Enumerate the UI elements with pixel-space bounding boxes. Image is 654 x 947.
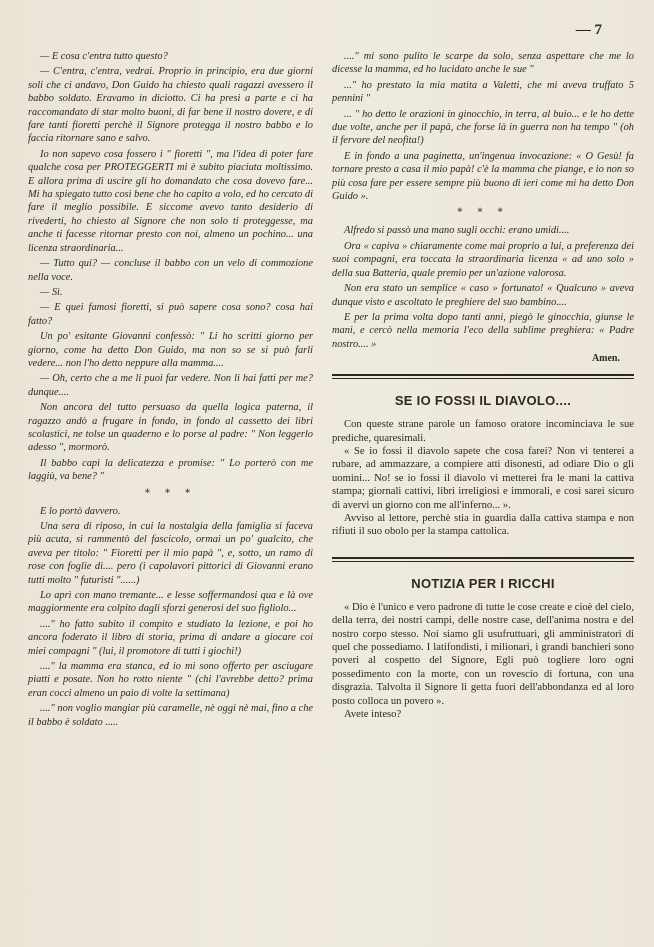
left-column [28, 50, 313, 731]
article-paragraph: Avviso al lettore, perchè stia in guardia dalla cattiva stampa e non rifiuti il suo obolo per la stampa cattolica. [332, 512, 634, 538]
article-title-ricchi: NOTIZIA PER I RICCHI [411, 575, 555, 591]
story-paragraph: E per la prima volta dopo tanti anni, piegò le ginocchia, giunse le mani, e cercò nella memoria l'eco della sublime preghiera: « Padre nostro.... » [332, 311, 634, 350]
story-paragraph: Una sera di riposo, in cui la nostalgia della famiglia si faceva più acuta, si rammentò del fascicolo, ormai un po' gualcito, che aveva per titolo: " Fioretti per il mio papà ", e, sotto, un ramo di rose con foglie di.... pero (i capolavori pittorici di Giovanni erano tutti molto " futuristi "......) [28, 521, 313, 586]
article-paragraph: « Se io fossi il diavolo sapete che cosa farei? Non vi tenterei a rubare, ad ammazzare, a compiere atti disonesti, ad odiare Dio o gli uomini... No! se io fossi il diavolo vi metterei fra le mani la cattiva stampa; giornali cattivi, libri irreligiosi e immorali, e così sarei sicuro di avervi un giorno con me all'inferno... ». [332, 445, 634, 511]
story-paragraph: — C'entra, c'entra, vedrai. Proprio in principio, era due giorni soli che ci andavo, Don Guido ha chiesto quali ragazzi avessero il babbo soldato. Eravamo in diciotto. Ci ha presi a parte e ci ha raccomandato di star molto buoni, di far bene il nostro dovere, e di fare tanti fioretti perchè il Signore protegga il nostro babbo e lo faccia ritornare sano e salvo. [28, 66, 313, 145]
story-paragraph: — E cosa c'entra tutto questo? [40, 51, 168, 62]
divider [332, 374, 634, 379]
story-paragraph: ...." la mamma era stanca, ed io mi sono offerto per asciugare piatti e posate. Non ho rotto niente " (chi l'avrebbe detto? prima eran cocci almeno un paio di volte la settimana) [28, 661, 313, 699]
story-paragraph: ... " ho detto le orazioni in ginocchio, in terra, al buio... e le ho dette due volte, anche per il papà, che forse là in guerra non ha tempo " (oh il fervore del neofita!) [332, 108, 634, 147]
story-paragraph: ...." non voglio mangiar più caramelle, nè oggi nè mai, fino a che il babbo è soldato ..... [28, 703, 313, 728]
page-number: — 7 [575, 22, 602, 38]
story-paragraph: — Tutto qui? — concluse il babbo con un velo di commozione nella voce. [28, 258, 313, 283]
story-paragraph: ...." mi sono pulito le scarpe da solo, senza aspettare che me lo dicesse la mamma, ed ho lucidato anche le sue " [332, 51, 634, 76]
article-paragraph: Con queste strane parole un famoso oratore incominciava le sue prediche, quaresimali. [332, 419, 634, 444]
story-ending: Amen. [591, 353, 620, 365]
story-paragraph: Non era stato un semplice « caso » fortunato! « Qualcuno » aveva dunque visto e ascoltato le preghiere del suo bambino.... [332, 283, 634, 308]
story-paragraph: Alfredo si passò una mano sugli occhi: erano umidi.... [344, 225, 570, 237]
story-paragraph: — Oh, certo che a me li puoi far vedere. Non li hai fatti per me? dunque.... [28, 373, 313, 398]
story-paragraph: Lo aprì con mano tremante... e lesse soffermandosi qua e là ove maggiormente era colpito dagli sforzi generosi del suo figliolo... [28, 590, 313, 615]
right-column [332, 50, 634, 721]
article-paragraph: Avete inteso? [344, 709, 402, 721]
divider [332, 557, 634, 562]
story-paragraph: E in fondo a una paginetta, un'ingenua invocazione: « O Gesù! fa tornare presto a casa il mio papà! c'è la mamma che piange, e io non so più cosa fare per essere sempre più buono di ieri come mi ha detto Don Guido ». [332, 150, 634, 203]
story-paragraph: Un po' esitante Giovanni confessò: " Li ho scritti giorno per giorno, come ha detto Don Guido, ma non so se si può farli vedere... non l'ho detto neppure alla mamma.... [28, 331, 313, 369]
story-paragraph: Io non sapevo cosa fossero i " fioretti ", ma l'idea di poter fare qualche cosa per PROTEGGERTI mi è subito piaciuta moltissimo. E allora prima di uscire gli ho domandato che cosa dovevo fare... Mi ha spiegato tutto così bene che ho capito a volo, ed ho cercato di fare il meglio possibile. E siccome avevo tanto desiderio di rivederti, ho chiesto al Signore che non solo ti proteggesse, ma anche ti facesse ritornar presto con noi, almeno un pochino... una licenza straordinaria... [28, 148, 313, 254]
article-title-diavolo: SE IO FOSSI IL DIAVOLO.... [394, 393, 572, 409]
story-paragraph: — Sì. [40, 286, 63, 298]
story-paragraph: ...." ho fatto subito il compito e studiato la lezione, e poi ho ancora foderato il libro di storia, prima di andare a giocare coi miei compagni " (lui, il promotore di tutti i giochi!) [28, 618, 313, 657]
story-paragraph: Non ancora del tutto persuaso da quella logica paterna, il ragazzo andò a frugare in fondo, in fondo al cassetto dei libri scolastici, ne tolse un quaderno e lo porse al padre: " Non leggerlo adesso ", mormorò. [28, 402, 313, 454]
story-paragraph: — E quei famosi fioretti, si può sapere cosa sono? cosa hai fatto? [28, 302, 313, 327]
article-paragraph: « Dio è l'unico e vero padrone di tutte le cose create e cioè del cielo, della terra, dei nostri campi, delle nostre case, dell'anima nostra e del nostro corpo stesso. Noi siamo gli usufruttuari, gli amministratori di quel che possediamo. I latifondisti, i milionari, i grandi banchieri sono poveri al cospetto del Signore, Egli può togliere loro ogni possedimento con la morte, con un rovescio di fortuna, con una disgrazia. Talvolta il Signore li getta fuori dell'abbondanza ed al loro posto colloca un povero ». [332, 601, 634, 707]
section-separator: * * * [144, 487, 197, 499]
story-paragraph: Il babbo capì la delicatezza e promise: " Lo porterò con me laggiù, va bene? " [28, 457, 313, 483]
section-separator: * * * [457, 207, 509, 219]
story-paragraph: E lo portò davvero. [40, 505, 121, 517]
story-paragraph: Ora « capiva » chiaramente come mai proprio a lui, a preferenza dei suoi compagni, era toccata la straordinaria licenza « ad uno solo » della sua Batteria, quale premio per un'azione valorosa. [332, 240, 634, 279]
story-paragraph: ..." ho prestato la mia matita a Valetti, che mi aveva truffato 5 pennini " [332, 79, 634, 105]
